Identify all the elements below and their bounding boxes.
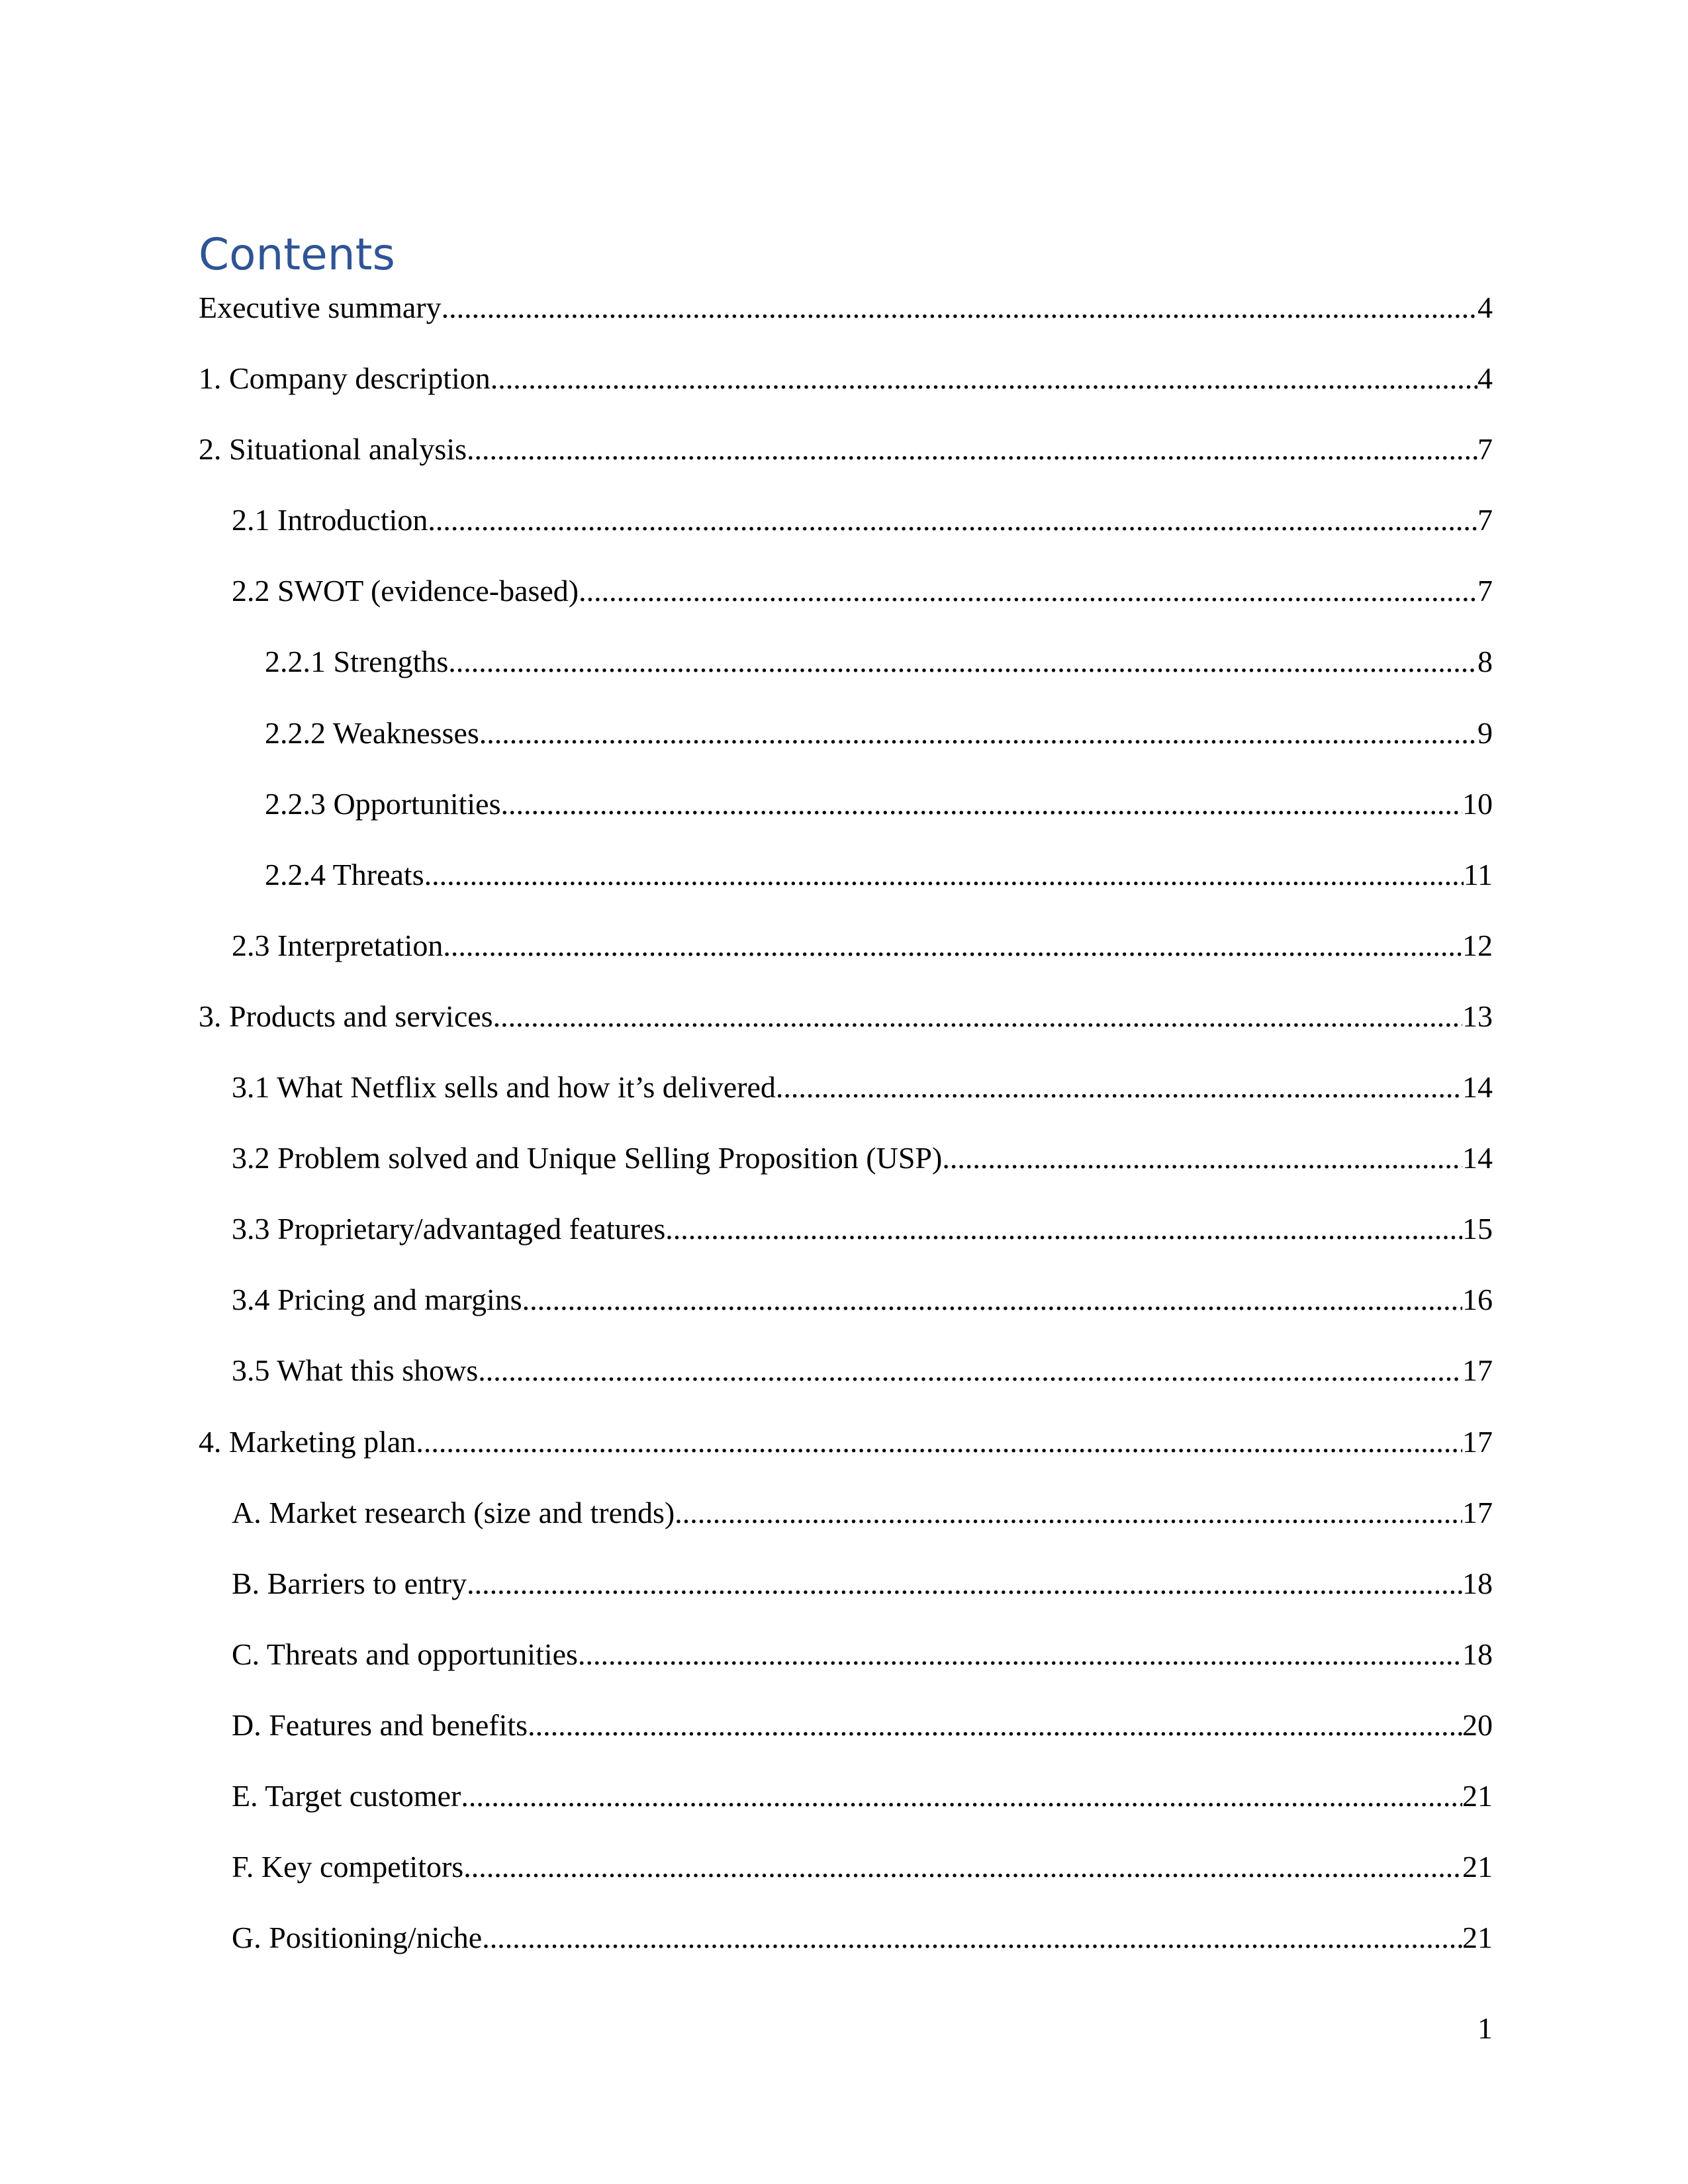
toc-entry-label: 3.1 What Netflix sells and how it’s delivered xyxy=(232,1070,776,1105)
toc-entry-label: 3.2 Problem solved and Unique Selling Proposition (USP) xyxy=(232,1141,943,1175)
toc-entry-label: Executive summary xyxy=(199,291,442,324)
toc-entry[interactable] xyxy=(199,1837,1493,1908)
dot-leader xyxy=(467,420,1477,479)
toc-entry-label: G. Positioning/niche xyxy=(232,1921,483,1955)
toc-entry-page: 20 xyxy=(1462,1707,1493,1742)
dot-leader xyxy=(578,1625,1462,1684)
toc-entry[interactable] xyxy=(199,1058,1493,1128)
toc-entry-label: 3.3 Proprietary/advantaged features xyxy=(232,1212,666,1246)
dot-leader xyxy=(461,1766,1462,1826)
toc-entry-label: 3.5 What this shows xyxy=(232,1353,479,1388)
dot-leader xyxy=(428,490,1477,550)
dot-leader xyxy=(467,1554,1462,1614)
toc-entry-page: 15 xyxy=(1462,1212,1493,1246)
toc-entry-label: D. Features and benefits xyxy=(232,1707,528,1742)
toc-entry-page: 8 xyxy=(1477,645,1493,679)
toc-entry-label: 2.1 Introduction xyxy=(232,503,428,537)
dot-leader xyxy=(482,1908,1462,1968)
dot-leader xyxy=(675,1483,1462,1543)
toc-entry-label: 2.2.4 Threats xyxy=(265,857,424,891)
toc-entry-page: 21 xyxy=(1462,1921,1493,1955)
dot-leader xyxy=(442,278,1477,338)
toc-entry[interactable] xyxy=(199,1696,1493,1766)
toc-entry-page: 7 xyxy=(1477,574,1493,608)
toc-entry[interactable] xyxy=(199,1908,1493,1979)
toc-entry[interactable] xyxy=(199,1554,1493,1625)
toc-entry-label: 3. Products and services xyxy=(199,999,493,1033)
dot-leader xyxy=(443,916,1462,976)
toc-entry-page: 14 xyxy=(1462,1070,1493,1105)
toc-entry-page: 4 xyxy=(1477,291,1493,324)
page-number: 1 xyxy=(1477,2011,1493,2045)
toc-entry-page: 17 xyxy=(1462,1424,1493,1459)
toc-heading: Contents xyxy=(199,229,395,280)
toc-entry[interactable] xyxy=(199,704,1493,774)
toc-entry[interactable] xyxy=(199,1270,1493,1341)
dot-leader xyxy=(522,1270,1462,1330)
toc-entry-label: B. Barriers to entry xyxy=(232,1566,467,1600)
dot-leader xyxy=(528,1696,1462,1755)
toc-entry[interactable] xyxy=(199,1766,1493,1837)
toc-entry-label: 2.2 SWOT (evidence-based) xyxy=(232,574,579,608)
toc-entry-label: 4. Marketing plan xyxy=(199,1424,416,1459)
toc-entry-label: E. Target customer xyxy=(232,1778,461,1813)
toc-entry-label: 1. Company description xyxy=(199,361,491,396)
toc-entry[interactable] xyxy=(199,916,1493,987)
toc-entry-label: A. Market research (size and trends) xyxy=(232,1495,675,1529)
toc-entry-page: 11 xyxy=(1463,857,1493,891)
toc-entry-page: 7 xyxy=(1477,432,1493,467)
toc-entry-label: C. Threats and opportunities xyxy=(232,1637,578,1671)
dot-leader xyxy=(424,845,1464,905)
toc-entry-page: 17 xyxy=(1462,1495,1493,1529)
toc-entry[interactable] xyxy=(199,1625,1493,1696)
toc-entry-page: 21 xyxy=(1462,1850,1493,1884)
toc-entry[interactable] xyxy=(199,1412,1493,1483)
toc-entry-label: 2. Situational analysis xyxy=(199,432,467,467)
toc-entry[interactable] xyxy=(199,1128,1493,1199)
toc-entry-page: 12 xyxy=(1462,928,1493,962)
toc-entry-page: 16 xyxy=(1462,1283,1493,1317)
toc-entry-page: 9 xyxy=(1477,715,1493,750)
toc-entry-label: 2.2.2 Weaknesses xyxy=(265,715,479,750)
dot-leader xyxy=(463,1837,1462,1897)
dot-leader xyxy=(776,1058,1462,1117)
toc-entry[interactable] xyxy=(199,1341,1493,1412)
toc-entry-page: 21 xyxy=(1462,1778,1493,1813)
toc-entry[interactable] xyxy=(199,632,1493,703)
toc-entry[interactable] xyxy=(199,490,1493,561)
toc-entry-label: F. Key competitors xyxy=(232,1850,464,1884)
toc-entry-page: 4 xyxy=(1477,361,1493,396)
toc-entry-page: 18 xyxy=(1462,1637,1493,1671)
toc-entry-page: 17 xyxy=(1462,1353,1493,1388)
toc-entry-page: 10 xyxy=(1462,786,1493,821)
toc-entry[interactable] xyxy=(199,1199,1493,1270)
dot-leader xyxy=(579,561,1477,621)
dot-leader xyxy=(491,349,1477,408)
toc-entry-label: 2.3 Interpretation xyxy=(232,928,444,962)
dot-leader xyxy=(493,987,1462,1046)
toc-entry[interactable] xyxy=(199,1483,1493,1554)
toc-entry[interactable] xyxy=(199,278,1493,349)
toc-entry[interactable] xyxy=(199,845,1493,916)
toc-entry[interactable] xyxy=(199,561,1493,632)
table-of-contents xyxy=(199,278,1493,1979)
dot-leader xyxy=(478,1341,1462,1400)
dot-leader xyxy=(416,1412,1462,1472)
toc-entry-label: 2.2.1 Strengths xyxy=(265,645,449,679)
toc-entry-label: 3.4 Pricing and margins xyxy=(232,1283,522,1317)
toc-entry[interactable] xyxy=(199,420,1493,490)
toc-entry-page: 18 xyxy=(1462,1566,1493,1600)
dot-leader xyxy=(942,1128,1462,1188)
dot-leader xyxy=(448,632,1477,692)
toc-entry[interactable] xyxy=(199,774,1493,845)
dot-leader xyxy=(500,774,1462,834)
toc-entry-page: 14 xyxy=(1462,1141,1493,1175)
dot-leader xyxy=(479,704,1477,763)
toc-entry-page: 13 xyxy=(1462,999,1493,1033)
toc-entry-page: 7 xyxy=(1477,503,1493,537)
dot-leader xyxy=(665,1199,1462,1259)
toc-entry-label: 2.2.3 Opportunities xyxy=(265,786,501,821)
toc-entry[interactable] xyxy=(199,349,1493,420)
toc-entry[interactable] xyxy=(199,987,1493,1058)
